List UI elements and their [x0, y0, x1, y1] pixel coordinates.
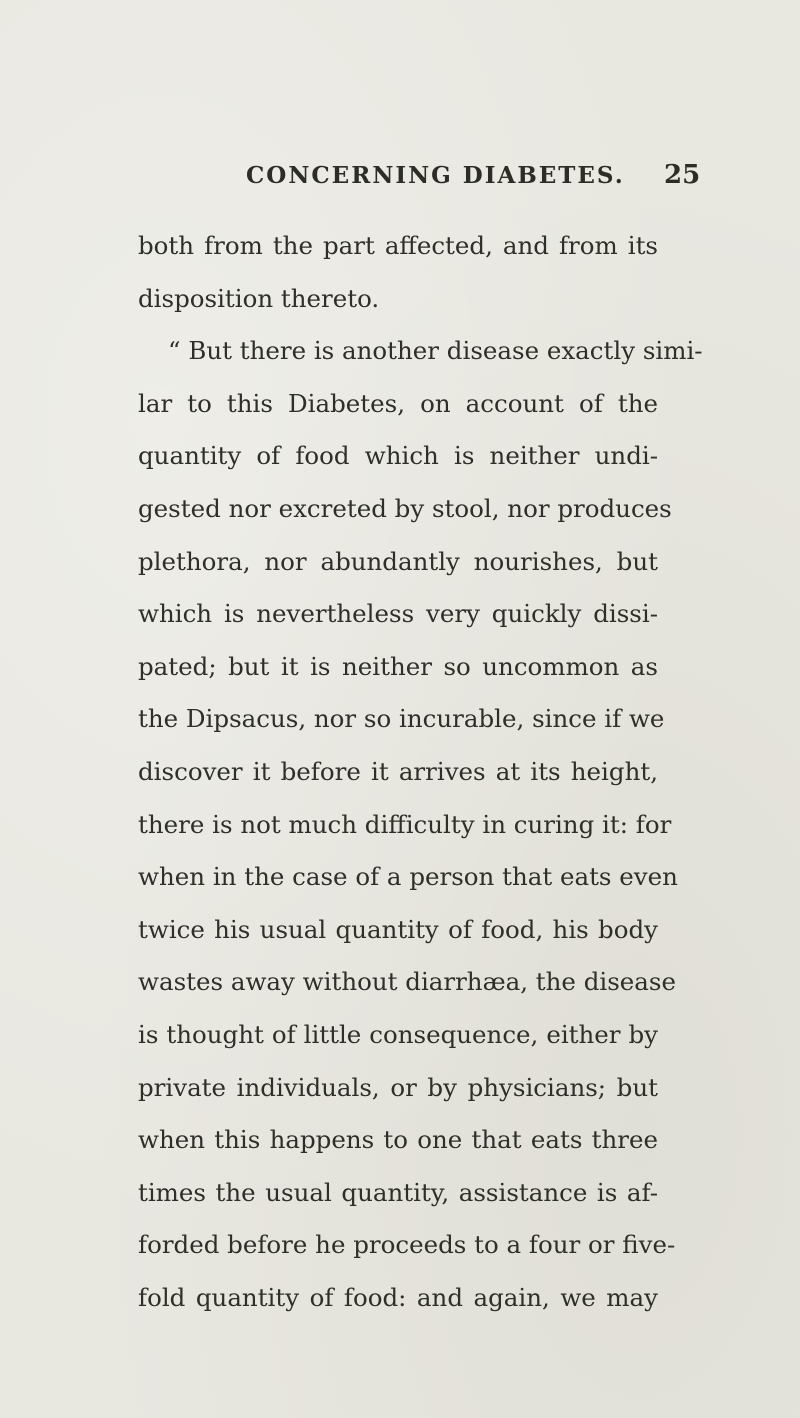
text-line: wastes away without diarrhæa, the disease [138, 967, 676, 997]
text-line: pated; but it is neither so uncommon as [138, 651, 658, 681]
text-line: is thought of little consequence, either by [138, 1019, 658, 1049]
text-line: when in the case of a person that eats even [138, 862, 678, 892]
text-line: “ But there is another disease exactly simi- [168, 336, 703, 366]
text-line: there is not much difficulty in curing it: for [138, 809, 672, 839]
text-line: quantity of food which is neither undi- [138, 441, 658, 471]
text-line: fold quantity of food: and again, we may [138, 1282, 658, 1312]
page-header [0, 160, 800, 200]
text-line: private individuals, or by physicians; but [138, 1072, 658, 1102]
text-line: times the usual quantity, assistance is af- [138, 1177, 658, 1207]
text-line: which is nevertheless very quickly dissi- [138, 599, 658, 629]
text-line: discover it before it arrives at its height, [138, 756, 658, 786]
page-number: 25 [664, 160, 701, 190]
text-line: twice his usual quantity of food, his body [138, 914, 658, 944]
text-line: disposition thereto. [138, 283, 380, 313]
text-line: plethora, nor abundantly nourishes, but [138, 546, 658, 576]
text-line: both from the part affected, and from its [138, 231, 658, 260]
running-title: CONCERNING DIABETES. [246, 162, 625, 189]
text-line: gested nor excreted by stool, nor produces [138, 493, 672, 523]
body-text [138, 220, 703, 1324]
text-line: lar to this Diabetes, on account of the [138, 388, 658, 418]
text-line: forded before he proceeds to a four or five- [138, 1230, 676, 1260]
text-line: the Dipsacus, nor so incurable, since if we [138, 704, 665, 734]
text-line: when this happens to one that eats three [138, 1125, 658, 1155]
